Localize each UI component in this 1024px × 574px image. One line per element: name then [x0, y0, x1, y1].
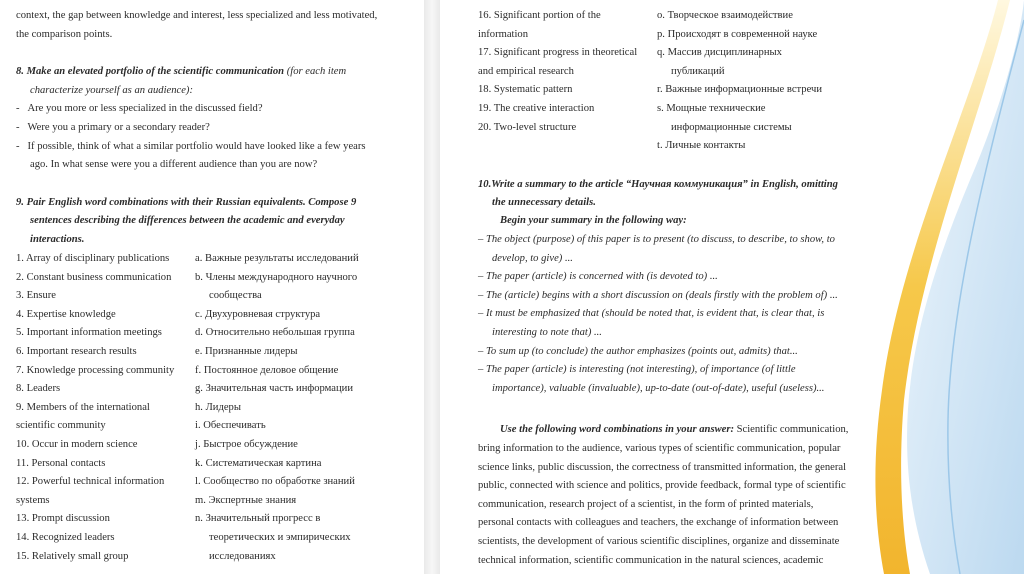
english-item: 2. Constant business communication — [16, 271, 172, 283]
task8-title-note-2: characterize yourself as an audience): — [30, 85, 193, 96]
summary-phrase: importance), valuable (invaluable), up-to-date (out-of-date), useful (useless)... — [492, 382, 825, 394]
english-item: 19. The creative interaction — [478, 103, 595, 114]
english-item: 17. Significant progress in theoretical — [478, 47, 638, 59]
russian-item: g. Значительная часть информации — [195, 383, 354, 395]
english-item: 1. Array of disciplinary publications — [16, 253, 170, 264]
russian-item: b. Члены международного научного — [195, 271, 358, 283]
summary-phrase: – The paper (article) is concerned with (is devoted to) ... — [478, 271, 718, 283]
page-gutter — [424, 0, 440, 574]
english-item: 6. Important research results — [16, 346, 137, 357]
dash-bullet: – — [478, 345, 486, 357]
russian-item: a. Важные результаты исследований — [195, 253, 359, 264]
russian-item: n. Значительный прогресс в — [195, 513, 321, 525]
summary-phrase: – The object (purpose) of this paper is to present (to discuss, to describe, to show, to — [478, 234, 835, 245]
russian-item: o. Творческое взаимодействие — [657, 10, 793, 21]
russian-item: исследованиях — [209, 550, 276, 562]
task10-title-2: the unnecessary details. — [492, 197, 596, 208]
english-item: 18. Systematic pattern — [478, 84, 573, 96]
english-item: 7. Knowledge processing community — [16, 364, 175, 376]
english-item: 8. Leaders — [16, 383, 61, 395]
russian-item: q. Массив дисциплинарных — [657, 47, 782, 59]
english-item: 14. Recognized leaders — [16, 532, 115, 543]
russian-item: s. Мощные технические — [657, 103, 766, 114]
task8-title-text: 8. Make an elevated portfolio of the scientific communication — [16, 66, 285, 77]
english-item: scientific community — [16, 420, 106, 432]
russian-item: l. Сообщество по обработке знаний — [195, 476, 355, 488]
english-item: 16. Significant portion of the — [478, 10, 601, 21]
english-item: 10. Occur in modern science — [16, 439, 138, 450]
russian-item: d. Относительно небольшая группа — [195, 327, 355, 339]
use-label: Use the following word combinations in your answer: — [500, 424, 734, 435]
word-combinations-line: science links, public discussion, the correctness of transmitted information, the general — [478, 461, 847, 473]
word-combinations-line: bring information to the audience, various types of scientific communication, popular — [478, 443, 841, 454]
intro-line-1: context, the gap between knowledge and interest, less specialized and less motivated, — [16, 10, 378, 21]
task9-title-1: 9. Pair English word combinations with their Russian equivalents. Compose 9 — [16, 197, 357, 208]
summary-phrase: – It must be emphasized that (should be noted that, is evident that, is clear that, is — [478, 308, 825, 320]
english-item: 4. Expertise knowledge — [16, 308, 116, 320]
summary-phrase: interesting to note that) ... — [492, 327, 602, 338]
english-item: 13. Prompt discussion — [16, 513, 110, 525]
english-item: systems — [16, 494, 50, 506]
word-combinations-line: technical information, scientific communication in the natural sciences, academic — [478, 554, 824, 566]
task8-item-cont: ago. In what sense were you a different audience than you are now? — [30, 159, 318, 170]
task9-title-2: sentences describing the differences between the academic and everyday — [30, 215, 345, 226]
english-item: 3. Ensure — [16, 290, 57, 302]
russian-item: r. Важные информационные встречи — [657, 84, 823, 96]
dash-bullet: – — [478, 289, 486, 301]
russian-item: p. Происходят в современной науке — [657, 28, 818, 40]
russian-item: сообщества — [209, 290, 262, 302]
right-page — [440, 0, 880, 574]
dash-bullet: – — [478, 234, 486, 245]
english-item: 11. Personal contacts — [16, 457, 106, 469]
summary-phrase: – To sum up (to conclude) the author emphasizes (points out, admits) that... — [478, 345, 798, 357]
wave-graphic — [860, 0, 1024, 574]
task8-title — [16, 65, 346, 78]
russian-item: j. Быстрое обсуждение — [195, 439, 298, 450]
english-item: 9. Members of the international — [16, 401, 150, 413]
english-item: 20. Two-level structure — [478, 121, 577, 133]
left-page — [0, 0, 424, 574]
decorative-waves — [860, 0, 1024, 574]
word-combinations-line: communication, research project of a scientist, in the form of printed materials, — [478, 498, 814, 510]
task8-item: - Were you a primary or a secondary reader? — [16, 122, 210, 133]
english-item: and empirical research — [478, 65, 574, 77]
summary-phrase: – The paper (article) is interesting (not interesting), of importance (of little — [478, 364, 796, 376]
task8-item: - Are you more or less specialized in the discussed field? — [16, 103, 263, 114]
russian-item: c. Двухуровневая структура — [195, 308, 321, 320]
intro-line-2: the comparison points. — [16, 29, 113, 40]
russian-item: t. Личные контакты — [657, 140, 746, 152]
word-combinations-line: scientists, the development of various scientific disciplines, organize and disseminate — [478, 536, 840, 547]
english-item: 15. Relatively small group — [16, 550, 129, 562]
russian-item: публикаций — [671, 65, 725, 77]
word-combinations-line: public, connected with science and politics, provide feedback, formal type of scientific — [478, 480, 846, 492]
english-item: information — [478, 28, 529, 40]
russian-item: теоретических и эмпирических — [209, 532, 351, 543]
russian-item: e. Признанные лидеры — [195, 346, 298, 357]
use-combinations-line — [500, 423, 848, 436]
english-item: 12. Powerful technical information — [16, 476, 165, 488]
task9-title-3: interactions. — [30, 234, 85, 245]
dash-bullet: – — [478, 271, 486, 283]
russian-item: i. Обеспечивать — [195, 420, 266, 432]
russian-item: k. Систематическая картина — [195, 457, 322, 469]
russian-item: f. Постоянное деловое общение — [195, 364, 339, 376]
task8-item: - If possible, think of what a similar portfolio would have looked like a few years — [16, 141, 366, 152]
task8-title-note: (for each item — [286, 66, 347, 77]
russian-item: информационные системы — [671, 121, 792, 133]
use-first: Scientific communication, — [736, 424, 849, 435]
dash-bullet: – — [478, 308, 486, 320]
word-combinations-line: personal contacts with colleagues and teachers, the exchange of information between — [478, 517, 839, 529]
summary-phrase: – The (article) begins with a short discussion on (deals firstly with the problem of) ... — [478, 289, 838, 301]
english-item: 5. Important information meetings — [16, 327, 162, 339]
russian-item: h. Лидеры — [195, 401, 241, 413]
summary-phrase: develop, to give) ... — [492, 252, 573, 264]
task10-title-1: 10.Write a summary to the article “Научная коммуникация” in English, omitting — [478, 179, 838, 190]
russian-item: m. Экспертные знания — [195, 494, 297, 506]
dash-bullet: – — [478, 364, 486, 376]
task10-begin: Begin your summary in the following way: — [500, 215, 687, 226]
